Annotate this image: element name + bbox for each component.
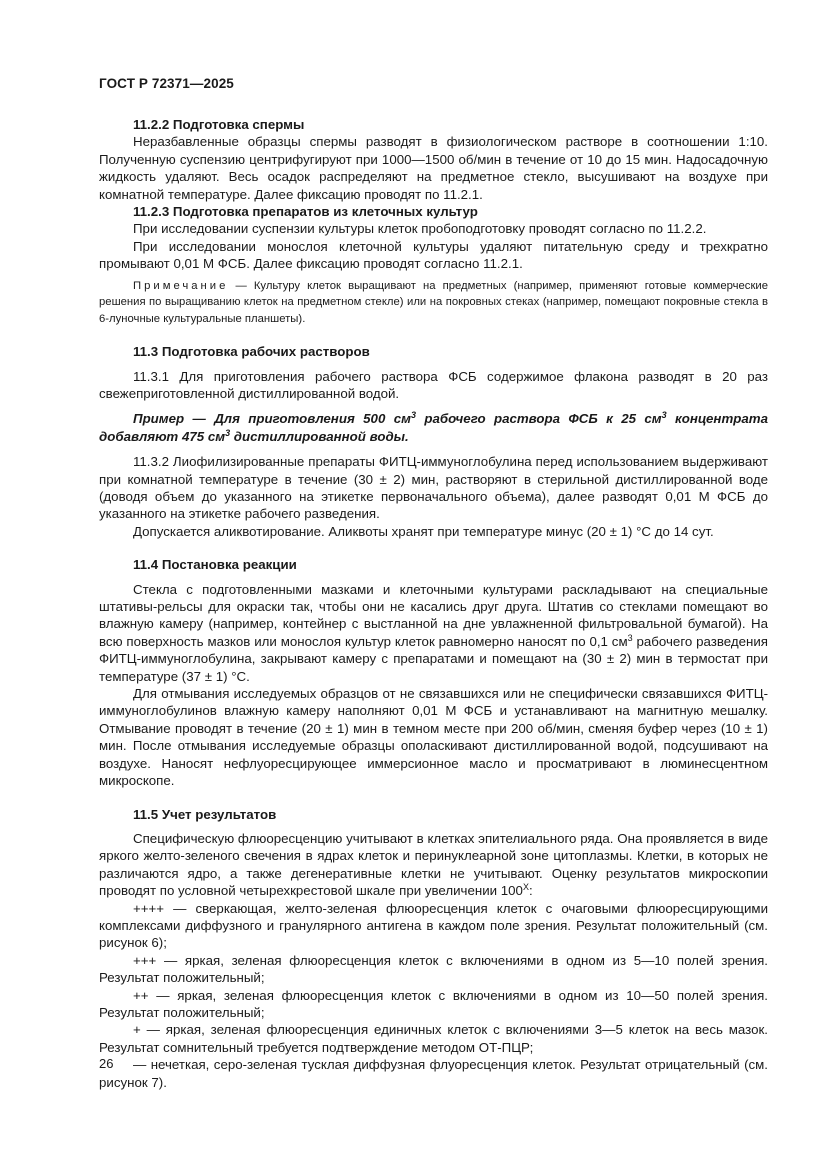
example-superscript-1: 3 [410, 410, 416, 421]
note-label: Примечание [133, 279, 229, 292]
example-text-b: рабочего раствора ФСБ к 25 см [415, 411, 662, 427]
section-11-5-title: 11.5 Учет результатов [133, 806, 277, 822]
section-11-3-2-paragraph: 11.3.2 Лиофилизированные препараты ФИТЦ-иммуноглобулина перед использованием выдерживают при комнатной температуре в течение (30 ± 2) мин, растворяют в стерильной дистиллированной воде (доводя объем до указанного на этикетке первоначального объема), далее разводят 0,01 М ФСБ до указанного на этикетке рабочего разведения. [99, 454, 768, 522]
example-text-a: Пример — Для приготовления 500 см [133, 411, 411, 427]
section-11-3-2-aliquot-paragraph: Допускается аликвотирование. Аликвоты хранят при температуре минус (20 ± 1) °С до 14 сут. [133, 523, 714, 539]
note-text: — Культуру клеток выращивают на предметных (например, применяют готовые коммерческие решения по выращиванию клеток на предметном стекле) или на покровных стеках (например, помещают покровные стекла в 6-луночные культуральные планшеты). [99, 279, 768, 325]
section-11-4-superscript: 3 [627, 632, 633, 643]
result-scale-item-negative: — нечеткая, серо-зеленая тусклая диффузная флуоресценция клеток. Результат отрицательный (см. рисунок 7). [99, 1057, 768, 1090]
section-11-4-text-a: Стекла с подготовленными мазками и клеточными культурами раскладывают на специальные штативы-рельсы для окраски так, чтобы они не касались друг друга. Штатив со стеклами помещают во влажную камеру (например, контейнер с выстланной на дне увлажненной фильтровальной бумагой). На всю поверхность мазков или монослоя культур клеток равномерно наносят по 0,1 см [99, 581, 768, 649]
document-code-header: ГОСТ Р 72371—2025 [99, 76, 234, 91]
section-11-5-text-b: : [528, 883, 533, 899]
section-11-2-2-paragraph: Неразбавленные образцы спермы разводят в физиологическом растворе в соотношении 1:10. Полученную суспензию центрифугируют при 1000—1500 об/мин в течение от 10 до 15 мин. Надосадочную жидкость удаляют. Весь осадок распределяют на предметное стекло, высушивают на воздухе при комнатной температуре. Далее фиксацию проводят по 11.2.1. [99, 134, 768, 202]
section-11-3-title: 11.3 Подготовка рабочих растворов [133, 344, 370, 360]
section-11-3-1-paragraph: 11.3.1 Для приготовления рабочего раствора ФСБ содержимое флакона разводят в 20 раз свежеприготовленной дистиллированной водой. [99, 368, 768, 401]
section-11-2-3-paragraph-2: При исследовании монослоя клеточной культуры удаляют питательную среду и трехкратно промывают 0,01 М ФСБ. Далее фиксацию проводят согласно 11.2.1. [99, 238, 768, 272]
section-11-4-text-b: рабочего разведения ФИТЦ-иммуноглобулина, закрывают камеру с препаратами и помещают на (30 ± 2) мин в термостат при температуре (37 ± 1) °С. [99, 633, 769, 684]
section-11-2-3-paragraph-1: При исследовании суспензии культуры клеток пробоподготовку проводят согласно по 11.2.2. [133, 221, 707, 237]
section-11-4-paragraph-2: Для отмывания исследуемых образцов от не связавшихся или не специфически связавшихся ФИТЦ-иммуноглобулинов влажную камеру наполняют 0,01 М ФСБ и устанавливают на магнитную мешалку. Отмывание проводят в течение (20 ± 1) мин в темном месте при 200 об/мин, сменяя буфер через (10 ± 1) мин. После отмывания исследуемые образцы ополаскивают дистиллированной водой, подсушивают на воздухе. Наносят нефлуоресцирующее иммерсионное масло и просматривают в люминесцентном микроскопе. [99, 686, 768, 789]
result-scale-item-2plus: ++ — яркая, зеленая флюоресценция клеток с включениями в одном из 10—50 полей зрения. Результат положительный; [99, 987, 768, 1020]
section-11-5-superscript: X [522, 882, 529, 893]
section-11-4-paragraph-1 [99, 581, 768, 685]
section-11-2-2-title: 11.2.2 Подготовка спермы [133, 117, 305, 132]
section-11-5-paragraph-1 [99, 830, 768, 900]
section-11-2-3-title: 11.2.3 Подготовка препаратов из клеточных культур [133, 204, 478, 220]
section-11-2-3-note [99, 278, 768, 328]
example-superscript-3: 3 [225, 427, 231, 438]
example-text-d: дистиллированной воды. [230, 428, 409, 444]
document-body [99, 116, 768, 1091]
result-scale-item-3plus: +++ — яркая, зеленая флюоресценция клеток с включениями в одном из 5—10 полей зрения. Результат положительный; [99, 952, 768, 986]
result-scale-item-1plus: + — яркая, зеленая флюоресценция единичных клеток с включениями 3—5 клеток на весь мазок. Результат сомнительный требуется подтверждение методом ОТ-ПЦР; [99, 1022, 768, 1055]
result-scale-item-4plus: ++++ — сверкающая, желто-зеленая флюоресценция клеток с очаговыми флюоресцирующими комплексами диффузного и гранулярного антигена в каждом поле зрения. Результат положительный (см. рисунок 6); [99, 900, 768, 951]
section-11-4-title: 11.4 Постановка реакции [133, 557, 297, 573]
section-11-3-example [99, 410, 768, 445]
example-text-c: концентрата добавляют 475 см [99, 411, 768, 444]
example-superscript-2: 3 [661, 410, 667, 421]
page-number: 26 [99, 1056, 114, 1071]
section-11-5-text-a: Специфическую флюоресценцию учитывают в клетках эпителиального ряда. Она проявляется в виде яркого желто-зеленого свечения в ядрах клеток и перинуклеарной зоне цитоплазмы. Клетки, в которых не различаются ядро, а также дегенеративные клетки не учитывают. Оценку результатов микроскопии проводят по условной четырехкрестовой шкале при увеличении 100 [99, 830, 768, 899]
